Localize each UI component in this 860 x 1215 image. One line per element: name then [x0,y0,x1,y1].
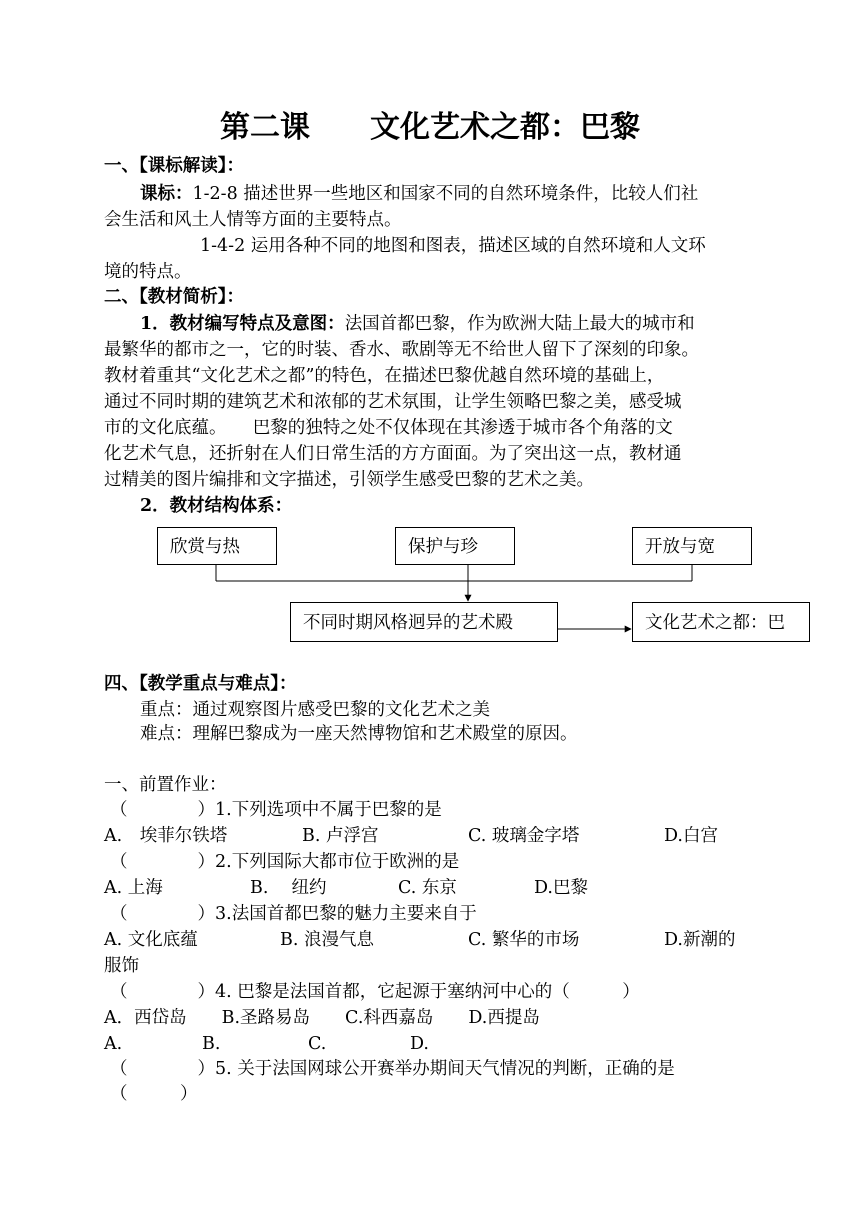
standards-line-2: 会生活和风土人情等方面的主要特点。 [104,210,402,230]
page-title: 第二课 文化艺术之都：巴黎 [220,110,640,145]
question-4: （ ）4. 巴黎是法国首都，它起源于塞纳河中心的（ ） [110,982,640,1002]
textbook-para-line-4: 通过不同时期的建筑艺术和浓郁的艺术氛围，让学生领略巴黎之美，感受城 [104,392,682,412]
section-heading-standards: 一、【课标解读】： [104,156,244,176]
section-heading-key-points: 四、【教学重点与难点】： [104,674,297,694]
diagram-box-protect: 保护与珍 [395,527,515,565]
question-2-option-b: B. 纽约 [250,878,327,898]
structure-heading: 2．教材结构体系： [140,496,293,516]
question-3-option-a: A. 文化底蕴 [104,930,198,950]
question-1-option-a: A. 埃菲尔铁塔 [104,826,228,846]
question-1-option-d: D.白宫 [664,826,718,846]
question-2-option-d: D.巴黎 [534,878,588,898]
question-2-option-c: C. 东京 [398,878,457,898]
diagram-box-open: 开放与宽 [632,527,752,565]
question-4-blank-b: B. [202,1034,221,1054]
standards-lead: 课标： [140,184,193,204]
textbook-para-line-7: 过精美的图片编排和文字描述，引领学生感受巴黎的艺术之美。 [104,470,594,490]
textbook-para-line-6: 化艺术气息，还折射在人们日常生活的方方面面。为了突出这一点，教材通 [104,444,682,464]
question-3: （ ）3.法国首都巴黎的魅力主要来自于 [110,904,477,924]
diagram-box-paris: 文化艺术之都：巴 [632,602,810,642]
question-1-option-c: C. 玻璃金字塔 [468,826,580,846]
question-2-option-a: A. 上海 [104,878,163,898]
question-3-option-b: B. 浪漫气息 [280,930,374,950]
question-4-blank-a: A. [104,1034,123,1054]
question-3-option-d-continued: 服饰 [104,956,139,976]
diagram-box-art-halls: 不同时期风格迥异的艺术殿 [290,602,558,642]
question-4-blank-c: C. [308,1034,327,1054]
textbook-para-lead: 1．教材编写特点及意图： [140,314,345,334]
question-5-answer-blank: （ ） [110,1084,198,1104]
standards-line-4: 境的特点。 [104,262,192,282]
exercise-heading: 一、前置作业： [104,775,227,795]
key-point-line: 重点：通过观察图片感受巴黎的文化艺术之美 [140,700,490,720]
textbook-para-line-3: 教材着重其“文化艺术之都”的特色，在描述巴黎优越自然环境的基础上， [104,366,665,386]
question-4-blank-d: D. [410,1034,429,1054]
diagram-box-appreciate: 欣赏与热 [157,527,277,565]
question-1-option-b: B. 卢浮宫 [302,826,379,846]
textbook-para-text-1: 法国首都巴黎，作为欧洲大陆上最大的城市和 [344,314,695,334]
difficulty-line: 难点：理解巴黎成为一座天然博物馆和艺术殿堂的原因。 [140,724,578,744]
standards-text-1: 1-2-8 描述世界一些地区和国家不同的自然环境条件，比较人们社 [192,184,699,204]
question-3-option-d: D.新潮的 [664,930,736,950]
textbook-para-line-2: 最繁华的都市之一，它的时装、香水、歌剧等无不给世人留下了深刻的印象。 [104,340,699,360]
question-2: （ ）2.下列国际大都市位于欧洲的是 [110,852,460,872]
question-1: （ ）1.下列选项中不属于巴黎的是 [110,800,442,820]
question-5: （ ）5. 关于法国网球公开赛举办期间天气情况的判断，正确的是 [110,1059,675,1079]
question-3-option-c: C. 繁华的市场 [468,930,580,950]
standards-line-3: 1-4-2 运用各种不同的地图和图表，描述区域的自然环境和人文环 [200,236,706,256]
textbook-para-line-5: 市的文化底蕴。 巴黎的独特之处不仅体现在其渗透于城市各个角落的文 [104,418,673,438]
section-heading-textbook: 二、【教材简析】： [104,287,244,307]
question-4-options: A．西岱岛 B.圣路易岛 C.科西嘉岛 D.西提岛 [104,1008,540,1028]
